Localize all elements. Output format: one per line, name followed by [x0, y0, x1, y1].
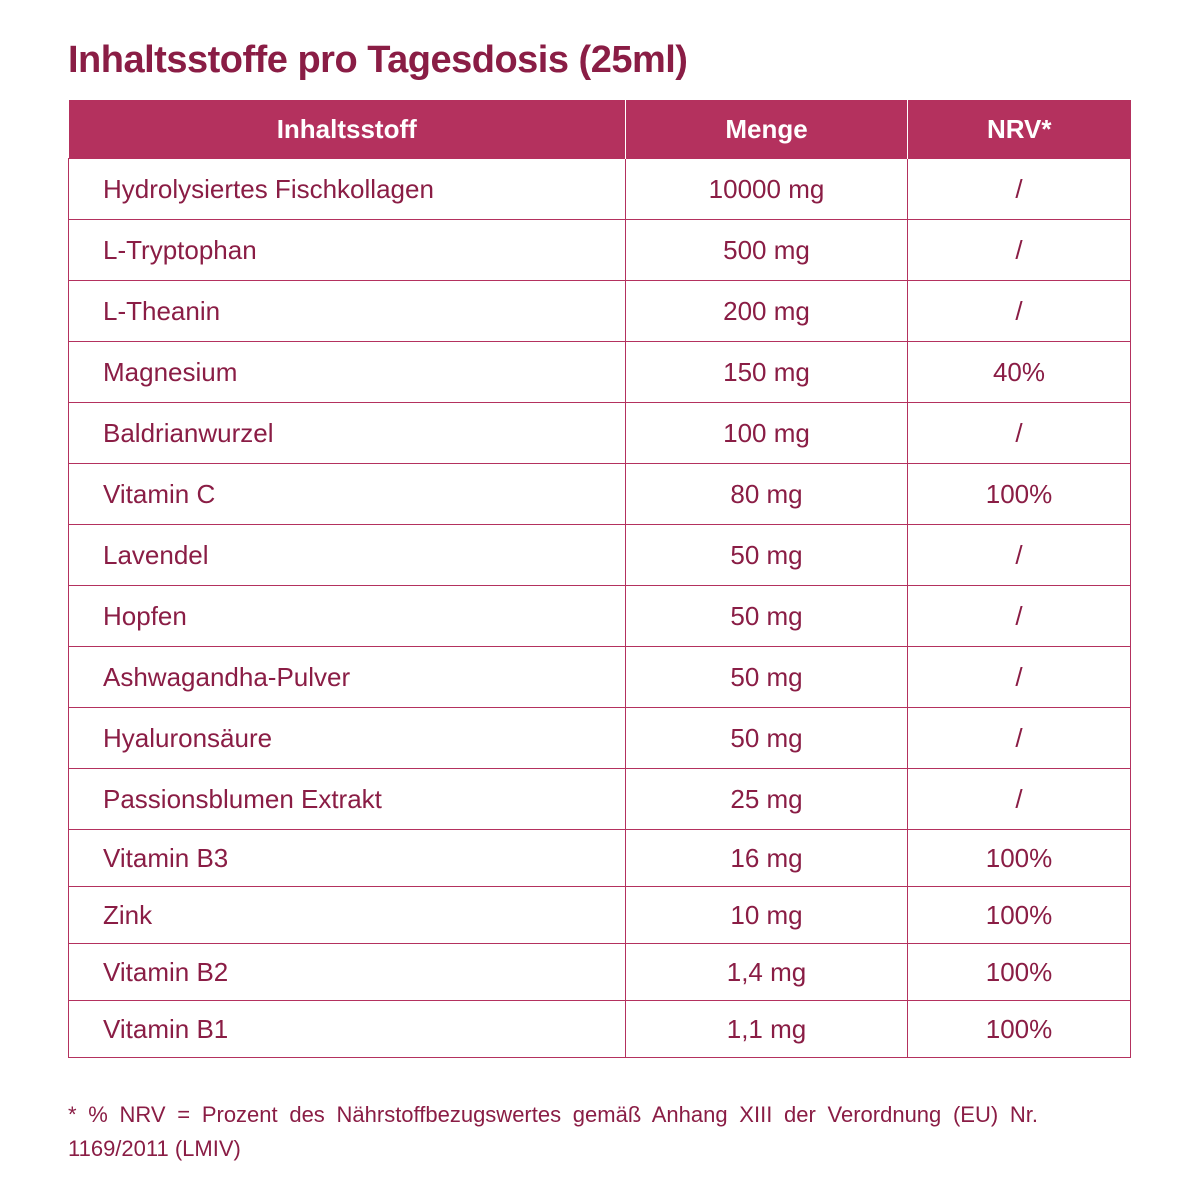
amount-cell: 10000 mg: [626, 159, 908, 220]
ingredient-cell: Vitamin B1: [69, 1001, 626, 1058]
table-row: [69, 464, 1131, 525]
ingredient-cell: Hopfen: [69, 586, 626, 647]
table-row: [69, 944, 1131, 1001]
table-row: [69, 647, 1131, 708]
amount-cell: 200 mg: [626, 281, 908, 342]
nrv-cell: /: [908, 586, 1131, 647]
footnote: * % NRV = Prozent des Nährstoffbezugswertes gemäß Anhang XIII der Verordnung (EU) Nr. 1169/2011 (LMIV): [68, 1102, 1038, 1161]
amount-cell: 50 mg: [626, 525, 908, 586]
ingredient-cell: Hydrolysiertes Fischkollagen: [69, 159, 626, 220]
ingredient-cell: L-Theanin: [69, 281, 626, 342]
ingredient-cell: Passionsblumen Extrakt: [69, 769, 626, 830]
amount-cell: 50 mg: [626, 586, 908, 647]
amount-cell: 25 mg: [626, 769, 908, 830]
amount-cell: 50 mg: [626, 647, 908, 708]
nrv-cell: 100%: [908, 830, 1131, 887]
ingredient-cell: Vitamin B2: [69, 944, 626, 1001]
amount-cell: 100 mg: [626, 403, 908, 464]
table-row: [69, 159, 1131, 220]
table-row: [69, 403, 1131, 464]
amount-cell: 10 mg: [626, 887, 908, 944]
nrv-cell: 100%: [908, 944, 1131, 1001]
amount-cell: 80 mg: [626, 464, 908, 525]
ingredients-table: [68, 100, 1131, 1058]
nrv-cell: /: [908, 708, 1131, 769]
page-title: Inhaltsstoffe pro Tagesdosis (25ml): [68, 39, 688, 81]
ingredient-cell: Hyaluronsäure: [69, 708, 626, 769]
ingredients-table-container: [68, 100, 1130, 1058]
amount-cell: 1,1 mg: [626, 1001, 908, 1058]
amount-cell: 1,4 mg: [626, 944, 908, 1001]
column-header-ingredient: Inhaltsstoff: [69, 100, 626, 159]
column-header-nrv: NRV*: [908, 100, 1131, 159]
ingredient-cell: Ashwagandha-Pulver: [69, 647, 626, 708]
table-row: [69, 708, 1131, 769]
ingredient-cell: Vitamin C: [69, 464, 626, 525]
amount-cell: 150 mg: [626, 342, 908, 403]
ingredient-cell: Vitamin B3: [69, 830, 626, 887]
nrv-cell: /: [908, 525, 1131, 586]
table-row: [69, 342, 1131, 403]
table-row: [69, 281, 1131, 342]
table-body: [69, 159, 1131, 1058]
amount-cell: 50 mg: [626, 708, 908, 769]
nrv-cell: 100%: [908, 1001, 1131, 1058]
nrv-cell: 100%: [908, 464, 1131, 525]
amount-cell: 16 mg: [626, 830, 908, 887]
nrv-cell: /: [908, 647, 1131, 708]
ingredient-cell: Zink: [69, 887, 626, 944]
table-row: [69, 769, 1131, 830]
table-header-row: [69, 100, 1131, 159]
table-row: [69, 1001, 1131, 1058]
ingredient-cell: Lavendel: [69, 525, 626, 586]
table-row: [69, 830, 1131, 887]
table-row: [69, 525, 1131, 586]
column-header-amount: Menge: [626, 100, 908, 159]
nrv-cell: /: [908, 159, 1131, 220]
table-row: [69, 586, 1131, 647]
ingredient-cell: Baldrianwurzel: [69, 403, 626, 464]
table-row: [69, 220, 1131, 281]
ingredient-cell: L-Tryptophan: [69, 220, 626, 281]
ingredient-cell: Magnesium: [69, 342, 626, 403]
nrv-cell: /: [908, 220, 1131, 281]
nrv-cell: /: [908, 403, 1131, 464]
amount-cell: 500 mg: [626, 220, 908, 281]
table-header: [69, 100, 1131, 159]
nrv-cell: 100%: [908, 887, 1131, 944]
nrv-cell: /: [908, 281, 1131, 342]
nrv-cell: /: [908, 769, 1131, 830]
nrv-cell: 40%: [908, 342, 1131, 403]
table-row: [69, 887, 1131, 944]
